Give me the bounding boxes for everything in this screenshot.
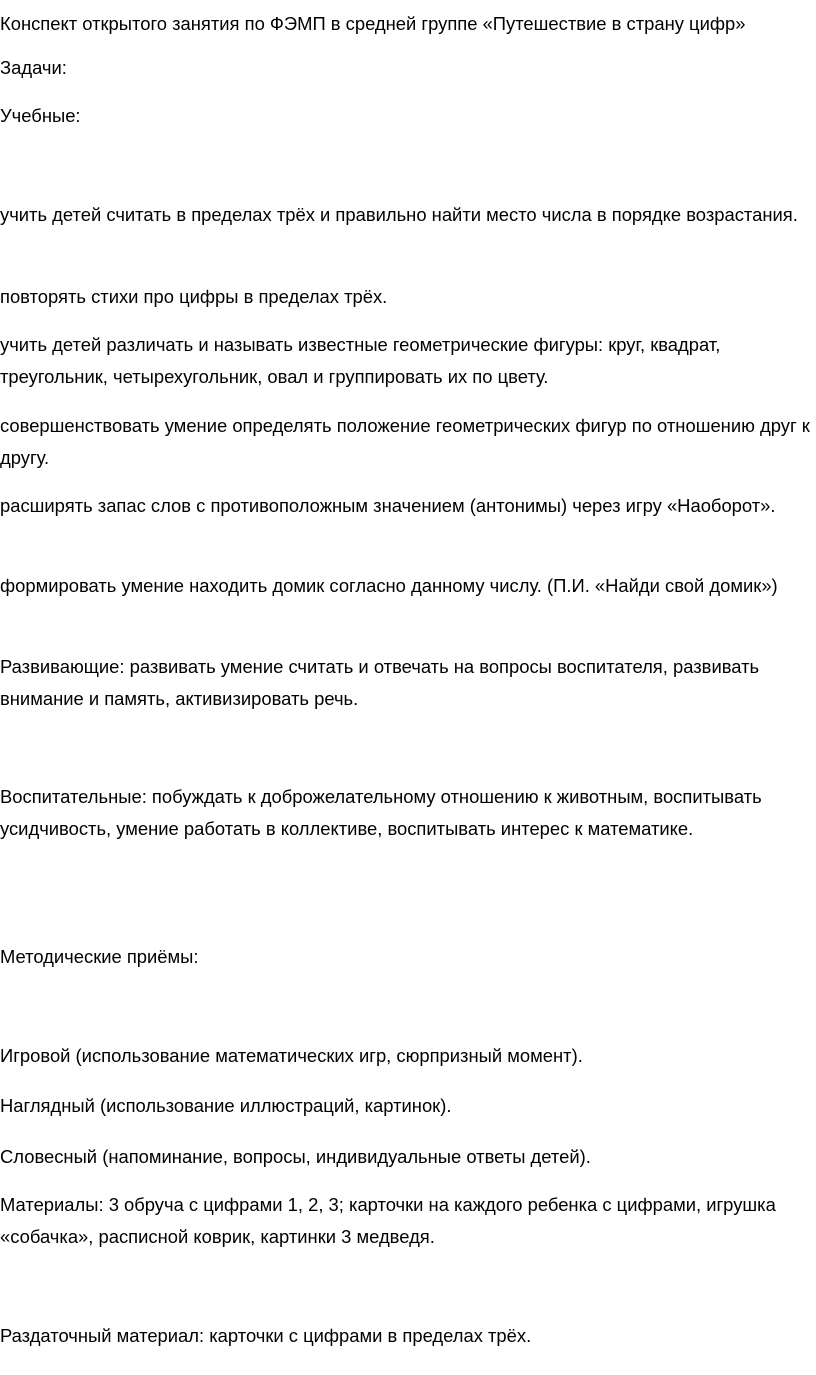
method-item: Наглядный (использование иллюстраций, картинок).: [0, 1095, 452, 1116]
method-item: Словесный (напоминание, вопросы, индивидуальные ответы детей).: [0, 1146, 591, 1167]
learning-heading: Учебные:: [0, 105, 81, 126]
learning-item: расширять запас слов с противоположным значением (антонимы) через игру «Наоборот».: [0, 495, 776, 516]
developing-goals: Развивающие: развивать умение считать и отвечать на вопросы воспитателя, развивать внимание и память, активизировать речь.: [0, 656, 760, 709]
learning-item: учить детей различать и называть известные геометрические фигуры: круг, квадрат, треугольник, четырехугольник, овал и группировать их по цвету.: [0, 334, 721, 387]
methods-heading: Методические приёмы:: [0, 946, 199, 967]
learning-item: учить детей считать в пределах трёх и правильно найти место числа в порядке возрастания.: [0, 204, 798, 225]
educational-goals: Воспитательные: побуждать к доброжелательному отношению к животным, воспитывать усидчивость, умение работать в коллективе, воспитывать интерес к математике.: [0, 786, 762, 839]
learning-item: совершенствовать умение определять положение геометрических фигур по отношению друг к другу.: [0, 415, 810, 468]
materials-paragraph: Материалы: 3 обруча с цифрами 1, 2, 3; карточки на каждого ребенка с цифрами, игрушка «собачка», расписной коврик, картинки 3 медведя.: [0, 1194, 776, 1247]
tasks-heading: Задачи:: [0, 57, 67, 78]
learning-item: формировать умение находить домик согласно данному числу. (П.И. «Найди свой домик»): [0, 575, 778, 596]
document-title: Конспект открытого занятия по ФЭМП в средней группе «Путешествие в страну цифр»: [0, 13, 746, 34]
handout-paragraph: Раздаточный материал: карточки с цифрами в пределах трёх.: [0, 1325, 532, 1346]
learning-item: повторять стихи про цифры в пределах трёх.: [0, 286, 388, 307]
method-item: Игровой (использование математических игр, сюрпризный момент).: [0, 1045, 583, 1066]
